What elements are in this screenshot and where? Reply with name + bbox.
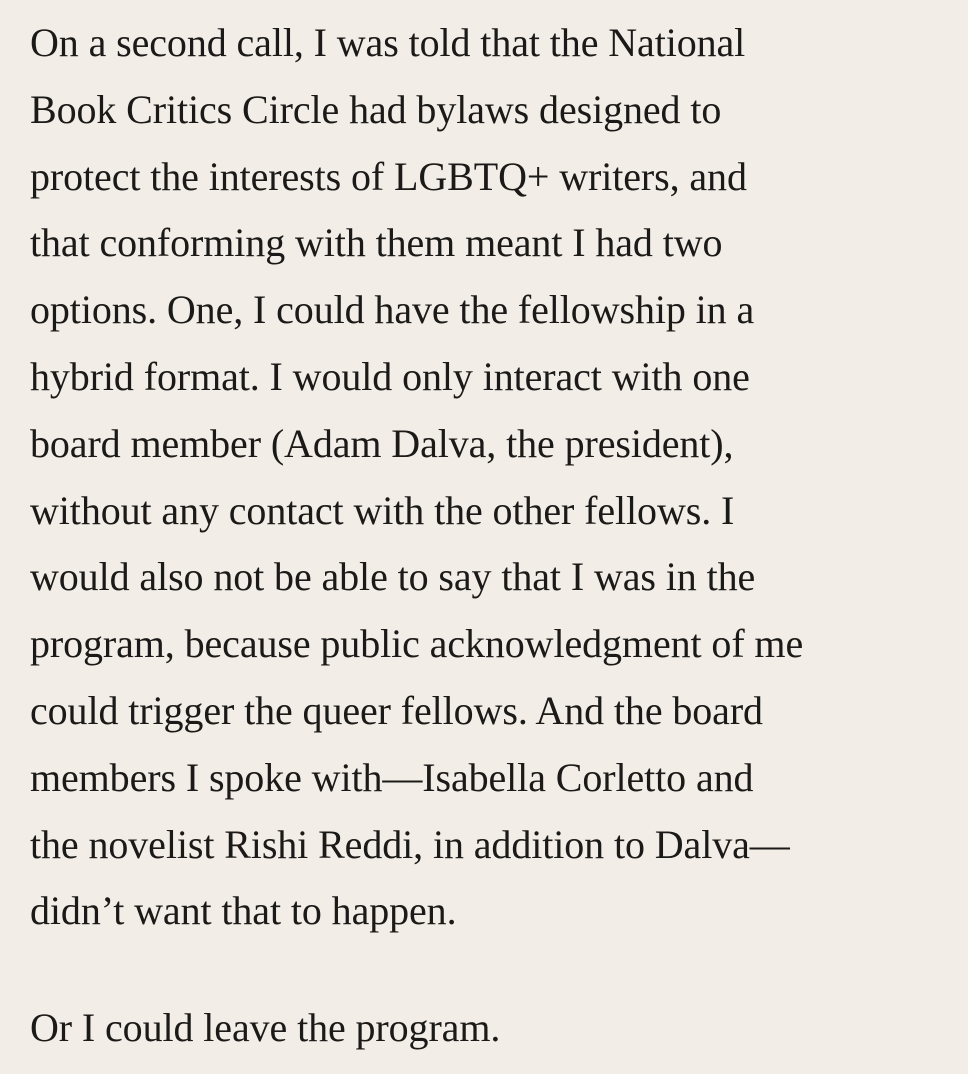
paragraph-second-call: On a second call, I was told that the National Book Critics Circle had bylaws designed to protect the interests of LGBTQ+ writers, and that conforming with them meant I had two options. One, I could have the fellowship in a hybrid format. I would only interact with one board member (Adam Dalva, the president), without any contact with the other fellows. I would also not be able to say that I was in the program, because public acknowledgment of me could trigger the queer fellows. And the board members I spoke with—Isabella Corletto and the novelist Rishi Reddi, in addition to Dalva— didn’t want that to happen. bbox=[30, 20, 804, 934]
paragraph-leave-program: Or I could leave the program. bbox=[30, 1005, 501, 1051]
